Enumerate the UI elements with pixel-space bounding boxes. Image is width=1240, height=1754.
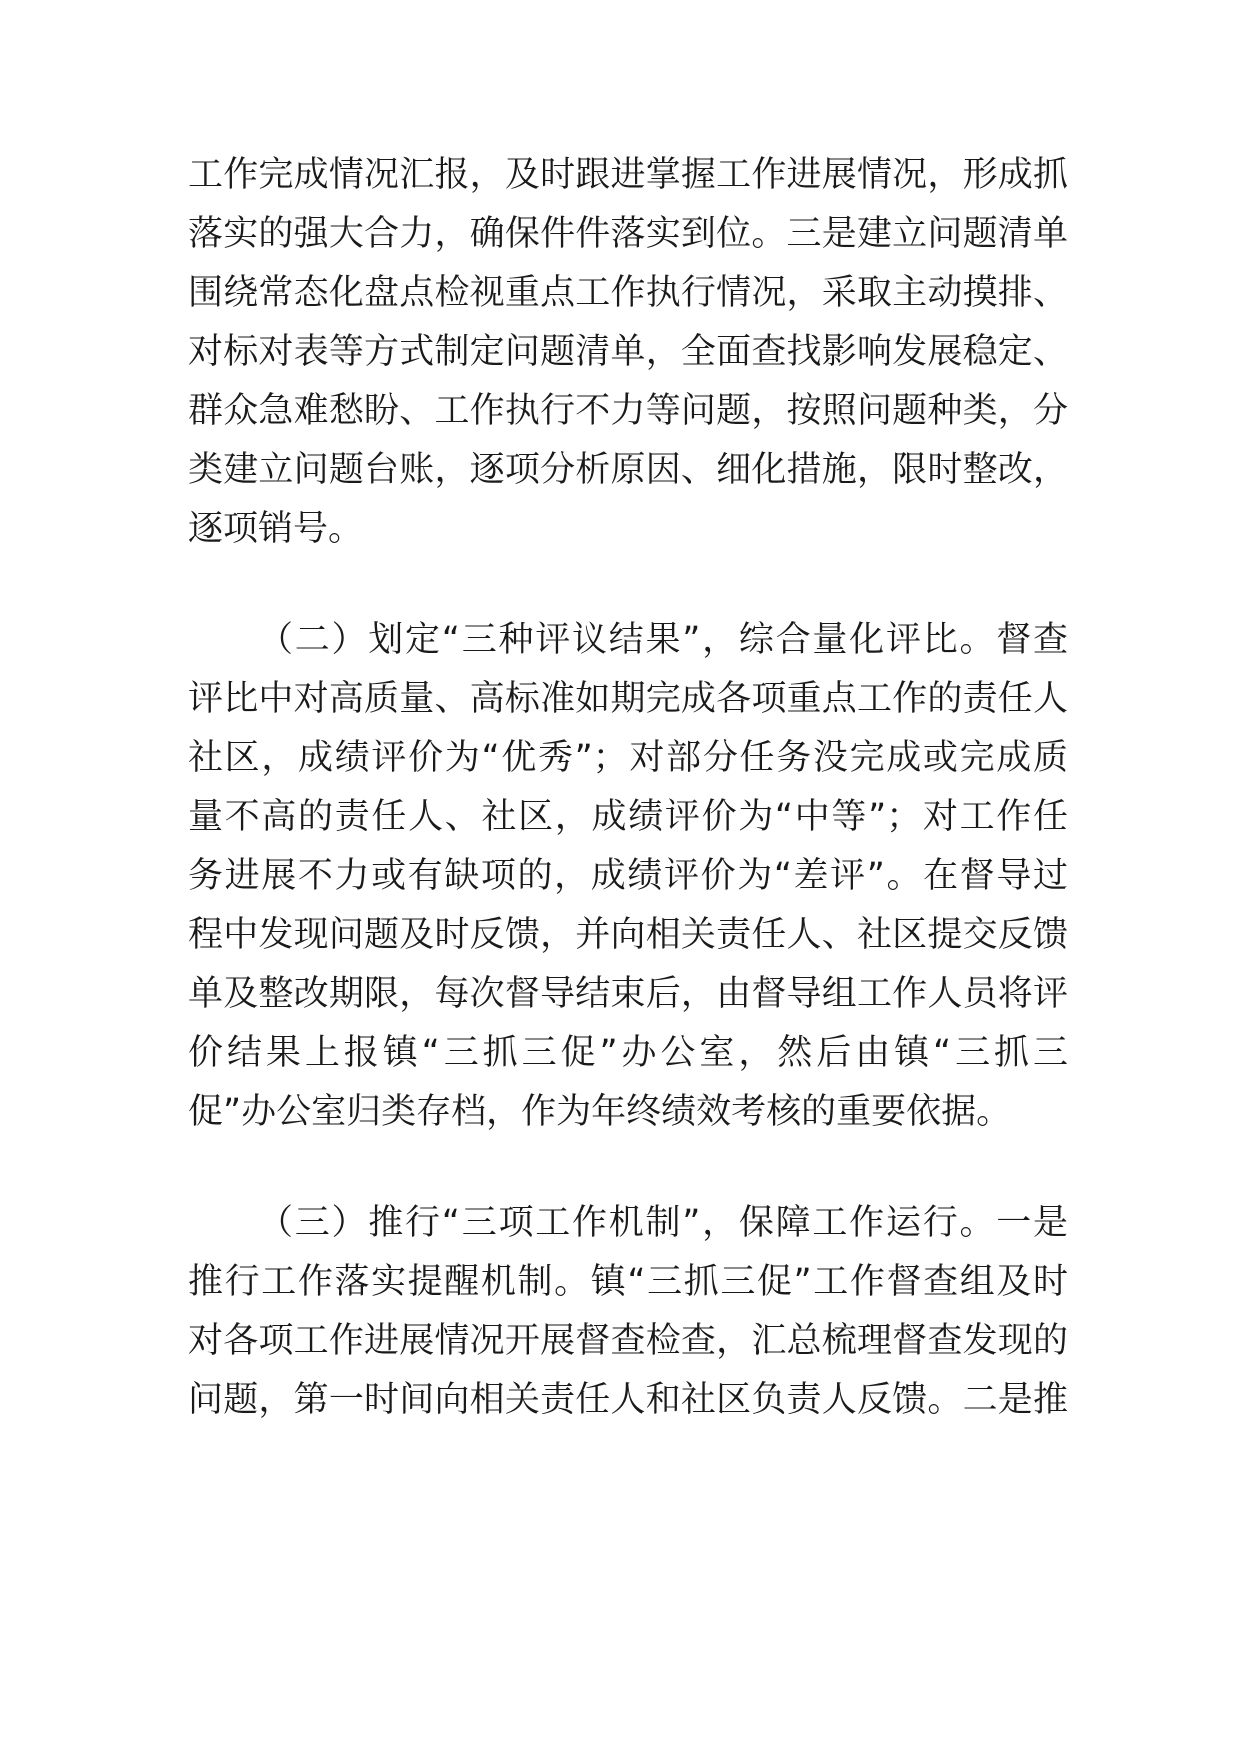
paragraph-1-line-4: 对标对表等方式制定问题清单，全面查找影响发展稳定、 bbox=[188, 332, 1068, 372]
paragraph-1-line-5: 群众急难愁盼、工作执行不力等问题，按照问题种类，分 bbox=[188, 391, 1068, 431]
paragraph-1-line-1: 工作完成情况汇报，及时跟进掌握工作进展情况，形成抓 bbox=[188, 155, 1068, 195]
paragraph-2-line-9: 促”办公室归类存档，作为年终绩效考核的重要依据。 bbox=[188, 1092, 1012, 1132]
paragraph-2-line-1: （二）划定“三种评议结果”，综合量化评比。督查 bbox=[258, 620, 1068, 660]
paragraph-2-line-4: 量不高的责任人、社区，成绩评价为“中等”；对工作任 bbox=[188, 797, 1068, 837]
paragraph-2-line-7: 单及整改期限，每次督导结束后，由督导组工作人员将评 bbox=[188, 974, 1068, 1014]
paragraph-1-line-3: 围绕常态化盘点检视重点工作执行情况，采取主动摸排、 bbox=[188, 273, 1068, 313]
paragraph-3-line-2: 推行工作落实提醒机制。镇“三抓三促”工作督查组及时 bbox=[188, 1262, 1068, 1302]
paragraph-2-line-8: 价结果上报镇“三抓三促”办公室，然后由镇“三抓三 bbox=[188, 1033, 1068, 1073]
paragraph-2-line-5: 务进展不力或有缺项的，成绩评价为“差评”。在督导过 bbox=[188, 856, 1068, 896]
paragraph-1-line-2: 落实的强大合力，确保件件落实到位。三是建立问题清单 bbox=[188, 214, 1068, 254]
paragraph-3-line-3: 对各项工作进展情况开展督查检查，汇总梳理督查发现的 bbox=[188, 1321, 1068, 1361]
paragraph-1-line-6: 类建立问题台账，逐项分析原因、细化措施，限时整改， bbox=[188, 450, 1068, 490]
paragraph-2-line-6: 程中发现问题及时反馈，并向相关责任人、社区提交反馈 bbox=[188, 915, 1068, 955]
paragraph-3-line-1: （三）推行“三项工作机制”，保障工作运行。一是 bbox=[258, 1203, 1068, 1243]
paragraph-3-line-4: 问题，第一时间向相关责任人和社区负责人反馈。二是推 bbox=[188, 1380, 1068, 1420]
paragraph-1-line-7: 逐项销号。 bbox=[188, 509, 364, 549]
paragraph-2-line-2: 评比中对高质量、高标准如期完成各项重点工作的责任人 bbox=[188, 679, 1068, 719]
paragraph-2-line-3: 社区，成绩评价为“优秀”；对部分任务没完成或完成质 bbox=[188, 738, 1068, 778]
